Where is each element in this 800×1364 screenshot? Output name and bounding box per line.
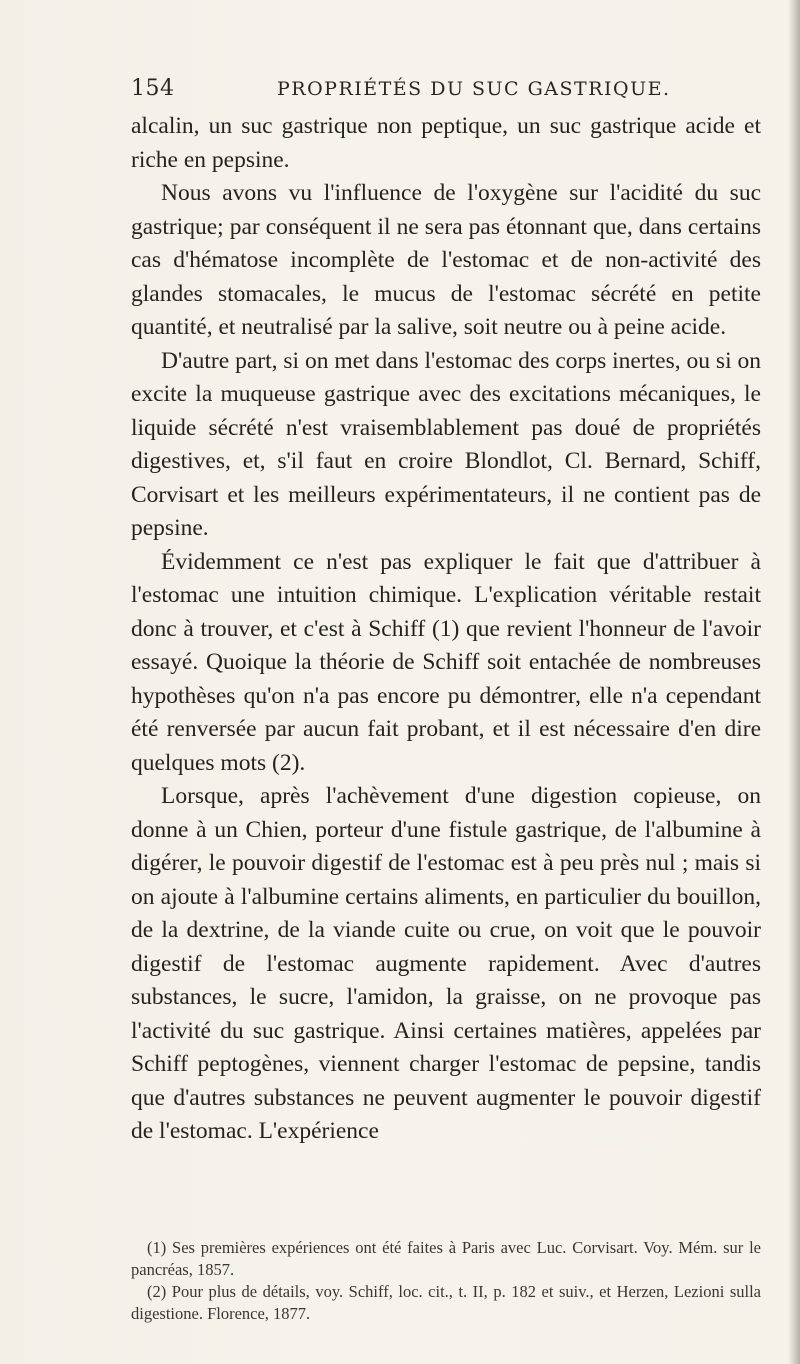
body-text — [131, 110, 761, 1149]
footnotes — [131, 1237, 761, 1325]
page-number: 154 — [131, 76, 175, 101]
page-header — [131, 76, 761, 112]
paragraph-schiff-theory: Évidemment ce n'est pas expliquer le fait que d'attribuer à l'estomac une intuition chimique. L'explication véritable restait donc à trouver, et c'est à Schiff (1) que revient l'honneur de l'avoir essayé. Quoique la théorie de Schiff soit entachée de nombreuses hypothèses qu'on n'a pas encore pu démontrer, elle n'a cependant été renversée par aucun fait probant, et il est nécessaire d'en dire quelques mots (2). — [131, 548, 761, 776]
paragraph-oxygen-acidity: Nous avons vu l'influence de l'oxygène sur l'acidité du suc gastrique; par conséquent il ne sera pas étonnant que, dans certains cas d'hématose incomplète de l'estomac et de non-activité des glandes stomacales, le mucus de l'estomac sécrété en petite quantité, et neutralisé par la salive, soit neutre ou à peine acide. — [131, 180, 761, 340]
paragraph-peptogens: Lorsque, après l'achèvement d'une digestion copieuse, on donne à un Chien, porteur d'une fistule gastrique, de l'albumine à digérer, le pouvoir digestif de l'estomac est à peu près nul ; mais si on ajoute à l'albumine certains aliments, en particulier du bouillon, de la dextrine, de la viande cuite ou crue, on voit que le pouvoir digestif de l'estomac augmente rapidement. Avec d'autres substances, le sucre, l'amidon, la graisse, on ne provoque pas l'activité du suc gastrique. Ainsi certaines matières, appelées par Schiff peptogènes, viennent charger l'estomac de pepsine, tandis que d'autres substances ne peuvent augmenter le pouvoir digestif de l'estomac. L'expérience — [131, 783, 761, 1144]
paragraph-continuation: alcalin, un suc gastrique non peptique, un suc gastrique acide et riche en pepsine. — [131, 113, 761, 173]
running-title: PROPRIÉTÉS DU SUC GASTRIQUE. — [277, 78, 671, 100]
footnote-1: (1) Ses premières expériences ont été faites à Paris avec Luc. Corvisart. Voy. Mém. sur le pancréas, 1857. — [131, 1238, 761, 1279]
footnote-2: (2) Pour plus de détails, voy. Schiff, loc. cit., t. II, p. 182 et suiv., et Herzen, Lezioni sulla digestione. Florence, 1877. — [131, 1282, 761, 1323]
page-edge-shadow — [788, 0, 800, 1364]
paragraph-inert-bodies: D'autre part, si on met dans l'estomac des corps inertes, ou si on excite la muqueuse gastrique avec des excitations mécaniques, le liquide sécrété n'est vraisemblablement pas doué de propriétés digestives, et, s'il faut en croire Blondlot, Cl. Bernard, Schiff, Corvisart et les meilleurs expérimentateurs, il ne contient pas de pepsine. — [131, 347, 761, 541]
